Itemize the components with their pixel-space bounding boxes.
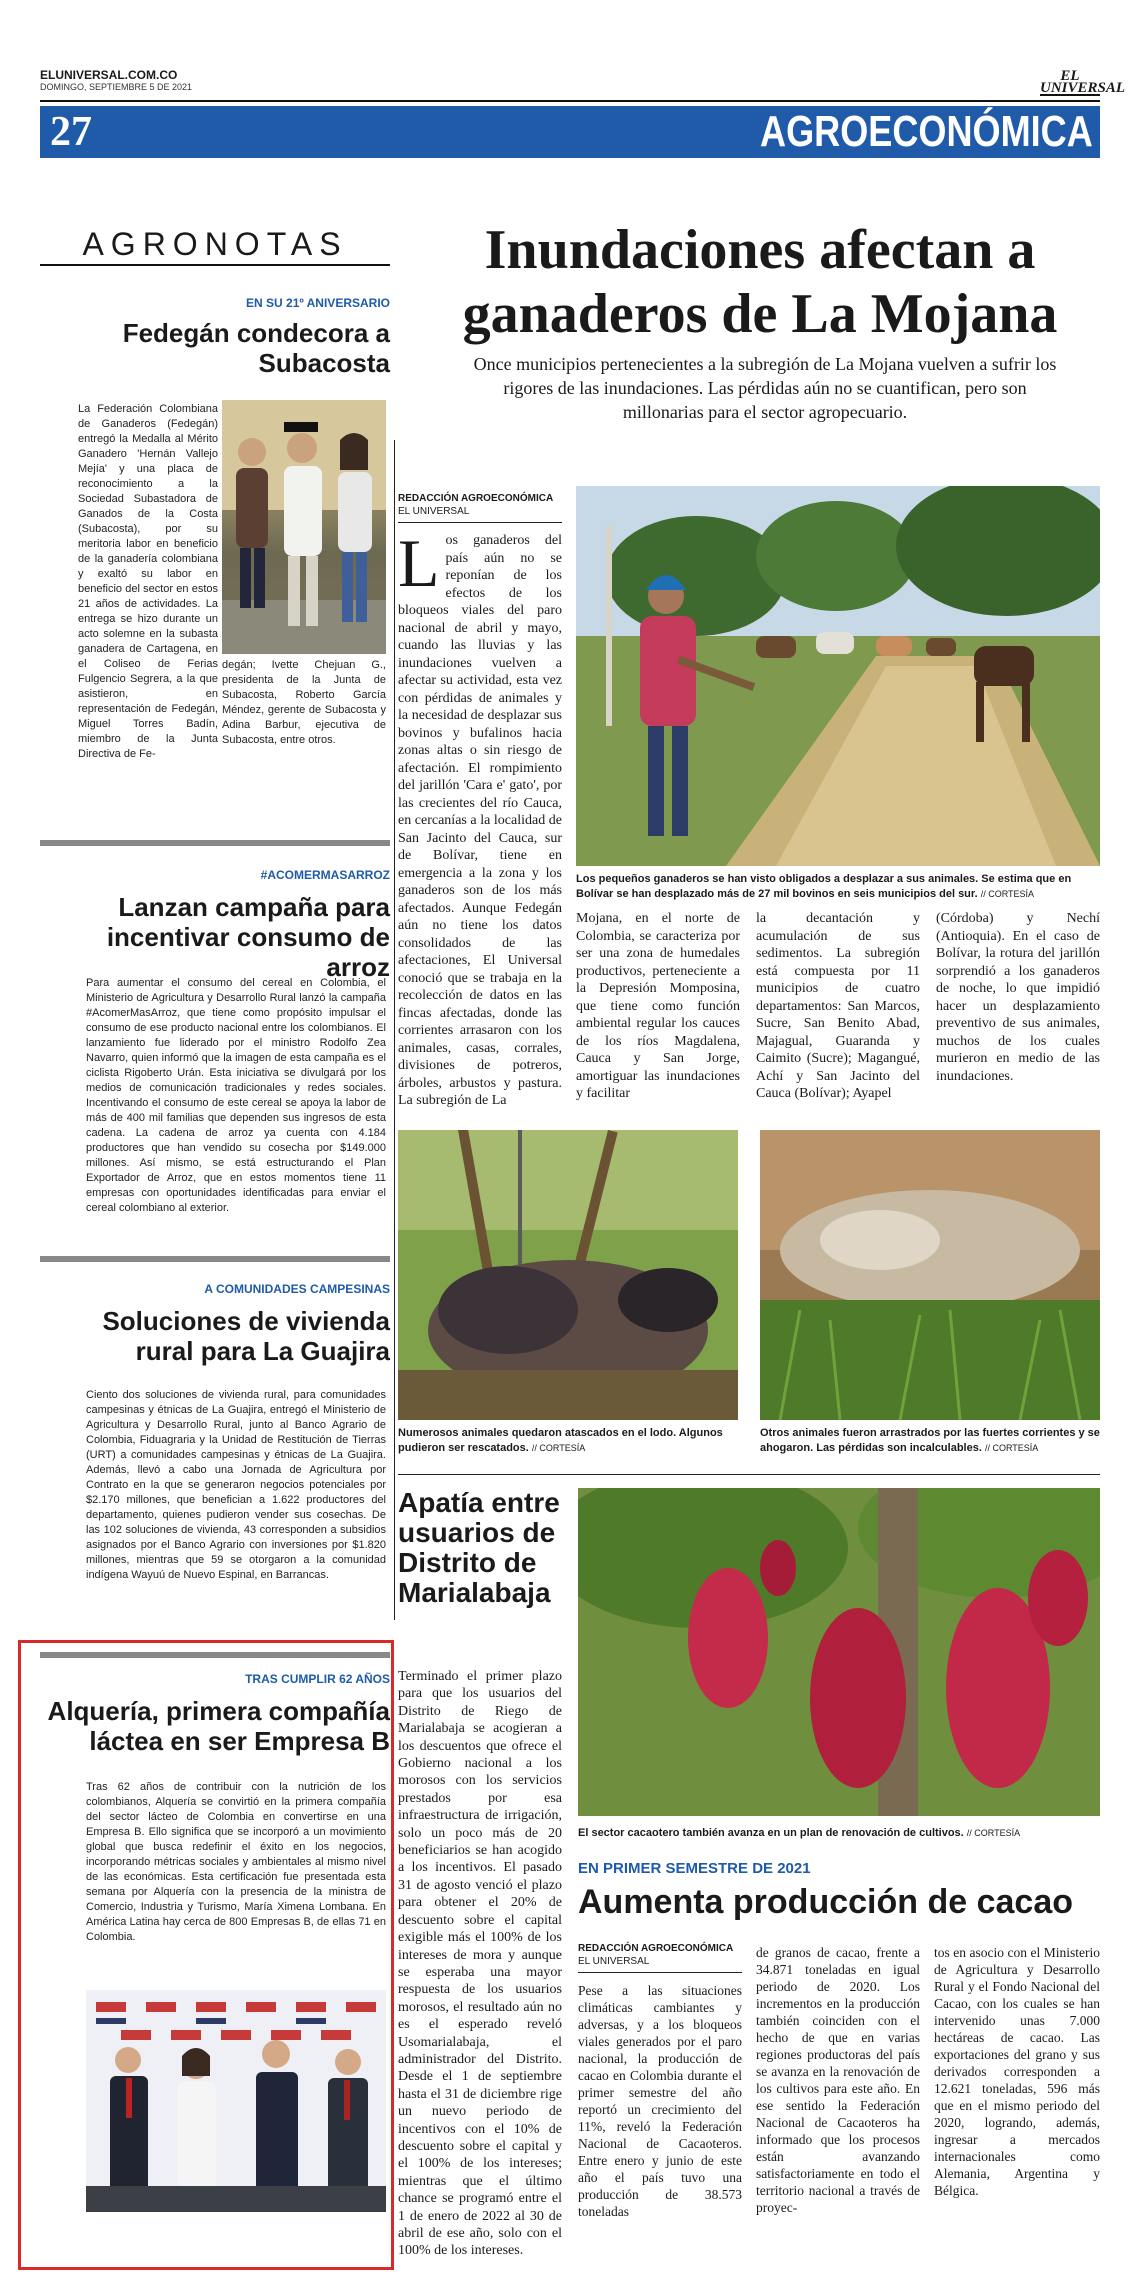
note-title: Fedegán condecora a Subacosta <box>122 318 390 378</box>
drop-cap: L <box>398 525 440 601</box>
note-kicker: TRAS CUMPLIR 62 AÑOS <box>245 1672 390 1686</box>
newspaper-logo: EL UNIVERSAL <box>1040 68 1126 96</box>
note-kicker: #ACOMERMASARROZ <box>260 868 390 882</box>
drowned-cattle-photo <box>760 1130 1100 1420</box>
note-kicker: A COMUNIDADES CAMPESINAS <box>204 1282 390 1296</box>
note-title: Alquería, primera compañía láctea en ser Empresa B <box>47 1696 390 1756</box>
cacao-column-2: de granos de cacao, frente a 34.871 toneladas en igual periodo de 2020. Los incrementos en la producción también coinciden con el hecho de que en varias regiones productoras del país se avanza en la renovación de los cultivos para este año. En ese sentido la Federación Nacional de Cacaoteros ha informado que los procesos están avanzando satisfactoriamente en todo el territorio nacional a través de proyec- <box>756 1945 920 2215</box>
photo-caption: Otros animales fueron arrastrados por las fuertes corrientes y se ahogaron. Las pérdidas son incalculables. // CORTESÍA <box>760 1427 1100 1454</box>
photo-caption: Los pequeños ganaderos se han visto obligados a desplazar a sus animales. Se estima que en Bolívar se han desplazado más de 27 mil bovinos en seis municipios del sur. // CORTESÍA <box>576 873 1072 900</box>
section-title: AGROECONÓMICA <box>760 107 1093 156</box>
agronotas-header: AGRONOTAS <box>82 226 348 262</box>
note-body: La Federación Colombiana de Ganaderos (Fedegán) entregó la Medalla al Mérito Ganadero 'Hernán Vallejo Mejía' y una placa de reconocimiento a la Sociedad Subastadora de Ganados de la Costa (Subacosta), por su meritoria labor en beneficio de la ganadería colombiana y exaltó su labor en beneficio del sector en estos 21 años de actividades. La entrega se hizo durante un acto solemne en la subasta ganadera de Cartagena, en el Coliseo de Ferias Fulgencio Segrera, a la que asistieron, en representación de Fedegán, Miguel Torres Badín, miembro de la Junta Directiva de Fe- <box>78 403 218 760</box>
note-body: Tras 62 años de contribuir con la nutrición de los colombianos, Alquería se convirtió en la primera compañía del sector lácteo de Colombia en convertirse en una Empresa B. Ello significa que se incorporó a un movimiento global que busca redefinir el éxito en los negocios, incorporando métricas sociales y ambientales al mismo nivel de las económicas. Esta certificación fue presentada esta semana por Alquería con la presencia de la ministra de Comercio, Industria y Turismo, María Ximena Lombana. En América Latina hay cerca de 800 Empresas B, de ellas 71 en Colombia. <box>86 1781 386 1943</box>
column-rule <box>394 440 395 1620</box>
stuck-cattle-photo <box>398 1130 738 1420</box>
cacao-headline: Aumenta producción de cacao <box>578 1883 1073 1921</box>
herders-displacing-photo <box>576 486 1100 866</box>
note-title: Lanzan campaña para incentivar consumo de arroz <box>106 892 390 982</box>
note-divider <box>40 840 390 846</box>
note-title: Soluciones de vivienda rural para La Guajira <box>102 1306 390 1366</box>
top-rule <box>40 100 1100 102</box>
note-body: Para aumentar el consumo del cereal en Colombia, el Ministerio de Agricultura y Desarrollo Rural lanzó la campaña #AcomerMasArroz, que tiene como propósito impulsar el consumo de ese producto nacional entre los colombianos. El lanzamiento fue liderado por el ministro Rodolfo Zea Navarro, quien informó que la imagen de esta campaña es el ciclista Rigoberto Urán. Esta iniciativa se divulgará por los medios de comunicación tradicionales y redes sociales. Incentivando el consumo de este cereal se apoya la labor de más de 400 mil familias que dependen sus ingresos de esta cadena. La cadena de arroz ya cuenta con 4.184 productores que han vendido su cosecha por $149.000 millones. Así mismo, se está estructurando el Plan Exportador de Arroz, que en estos momentos tiene 11 empresas con oportunidades identificadas para enviar el cereal colombiano al exterior. <box>86 977 386 1214</box>
note-divider <box>40 1652 390 1658</box>
main-column-2: Mojana, en el norte de Colombia, se caracteriza por ser una zona de humedales productivos, perteneciente a la Depresión Momposina, que tiene como función ambiental regular los cauces de los ríos Magdalena, Cauca y San Jorge, amortiguar las inundaciones y facilitar <box>576 911 740 1101</box>
photo-caption: El sector cacaotero también avanza en un plan de renovación de cultivos. // CORTESÍA <box>578 1827 1021 1839</box>
marialabaja-headline: Apatía entre usuarios de Distrito de Marialabaja <box>398 1487 560 1608</box>
section-divider <box>398 1474 1100 1475</box>
main-column-3: la decantación y acumulación de sus sedimentos. La subregión está compuesta por 11 municipios de cuatro departamentos: San Marcos, Sucre, San Benito Abad, Majagual, Guaranda y Caimito (Sucre); Magangué, Achí y San Jacinto del Cauca (Bolívar); Ayapel <box>756 911 920 1101</box>
cacao-kicker: EN PRIMER SEMESTRE DE 2021 <box>578 1860 811 1877</box>
main-column-1: Los ganaderos del país aún no se reponían de los efectos de los bloqueos viales del paro nacional de abril y mayo, cuando las lluvias y las inundaciones vuelven a afectar su actividad, esta vez con pérdidas de animales y la necesidad de desplazar sus bovinos y bufalinos hacia zonas altas o sin riesgo de afectación. El rompimiento del jarillón 'Cara e' gato', por las crecientes del río Cauca, en cercanías a la localidad de San Jacinto del Cauca, sur de Bolívar, tiene en emergencia a la zona y los ganaderos son de los más afectados. Aunque Fedegán aún no tiene los datos consolidados de las afectaciones, El Universal conoció que se trabaja en la recolección de datos en las fincas afectadas, donde las corrientes arrasaron con los animales, casas, corrales, divisiones de potreros, árboles, arbustos y pastura. La subregión de La <box>398 525 562 1108</box>
byline-rule <box>398 522 562 523</box>
alqueria-event-photo <box>86 1990 386 2212</box>
main-headline: Inundaciones afectan a ganaderos de La Mojana <box>462 219 1058 345</box>
marialabaja-body: Terminado el primer plazo para que los usuarios del Distrito de Riego de Marialabaja se acogieran a los descuentos que ofrece el Gobierno nacional a los morosos con los servicios prestados por esa infraestructura de irrigación, solo un poco más de 20 beneficiarios se han acogido a los incentivos. El pasado 31 de agosto venció el plazo para obtener el 20% de descuento sobre el capital exigible más el 100% de los intereses de mora y aunque se esperaba una mayor respuesta de los usuarios morosos, el resultado aún no es el esperado reveló Usomarialabaja, el administrador del Distrito. Desde el 1 de septiembre hasta el 31 de diciembre rige un nuevo periodo de incentivos con el 10% de descuento sobre el capital y el 100% de los intereses; mientras que el último chance se programó entre el 1 de enero de 2022 al 30 de abril de ese año, solo con el 100% de los intereses. <box>398 1669 562 2259</box>
fedegan-award-photo <box>222 400 386 654</box>
note-divider <box>40 1256 390 1262</box>
note-body: Ciento dos soluciones de vivienda rural, para comunidades campesinas y étnicas de La Guajira, entregó el Ministerio de Agricultura y Desarrollo Rural, junto al Banco Agrario de Colombia, Fiduagraria y la Unidad de Restitución de Tierras (URT) a comunidades campesinas y étnicas de La Guajira. Además, llevó a cabo una Jornada de Agricultura por Contrato en la que se generaron negocios potenciales por $2.170 millones, que benefician a 1.622 productores del departamento, quienes pudieron vender sus cosechas. De las 102 soluciones de vivienda, 43 corresponden a subsidios asignados por el Banco Agrario con inversiones por $1.820 millones, mientras que 59 se otorgaron a la comunidad indígena Wayuú de Nuevo Espinal, en Barrancas. <box>86 1389 386 1581</box>
main-deck: Once municipios pertenecientes a la subregión de La Mojana vuelven a sufrir los rigores de las inundaciones. Las pérdidas aún no se cuantifican, pero son millonarias para el sector agropecuario. <box>473 354 1057 422</box>
cacao-byline: REDACCIÓN AGROECONÓMICA EL UNIVERSAL <box>578 1943 734 1967</box>
photo-caption: Numerosos animales quedaron atascados en el lodo. Algunos pudieron ser rescatados. // CORTESÍA <box>398 1427 723 1454</box>
agronotas-rule <box>40 264 390 266</box>
main-byline: REDACCIÓN AGROECONÓMICA EL UNIVERSAL <box>398 493 554 517</box>
note-kicker: EN SU 21º ANIVERSARIO <box>246 296 390 310</box>
note-body-continued: degán; Ivette Chejuan G., presidenta de la Junta de Subacosta, Roberto García Méndez, gerente de Subacosta y Adina Barbur, ejecutiva de Subacosta, entre otros. <box>222 659 386 746</box>
cacao-photo <box>578 1488 1100 1816</box>
page-number: 27 <box>50 109 92 155</box>
main-column-4: (Córdoba) y Nechí (Antioquia). En el caso de Bolívar, la rotura del jarillón sorprendió a los ganaderos de noche, lo que impidió hacer un desplazamiento preventivo de sus animales, muchos de los cuales murieron en medio de las inundaciones. <box>936 911 1100 1084</box>
issue-date: DOMINGO, SEPTIEMBRE 5 DE 2021 <box>40 82 193 92</box>
site-name[interactable]: ELUNIVERSAL.COM.CO <box>40 68 178 82</box>
cacao-column-1: Pese a las situaciones climáticas cambiantes y adversas, y a los bloqueos viales generados por el paro nacional, la producción de cacao en Colombia durante el primer semestre del año reportó un crecimiento del 11%, reveló la Federación Nacional de Cacaoteros. Entre enero y junio de este año el país tuvo una producción de 38.573 toneladas <box>578 1983 742 2219</box>
cacao-column-3: tos en asocio con el Ministerio de Agricultura y Desarrollo Rural y el Fondo Nacional del Cacao, con los cuales se han intervenido unas 7.000 hectáreas de cacao. Las exportaciones del grano y sus derivados corresponden a 12.621 toneladas, 596 más que en el mismo periodo del 2020, logrando, además, ingresar a mercados internacionales como Alemania, Argentina y Bélgica. <box>934 1945 1100 2198</box>
byline-rule <box>578 1972 742 1973</box>
